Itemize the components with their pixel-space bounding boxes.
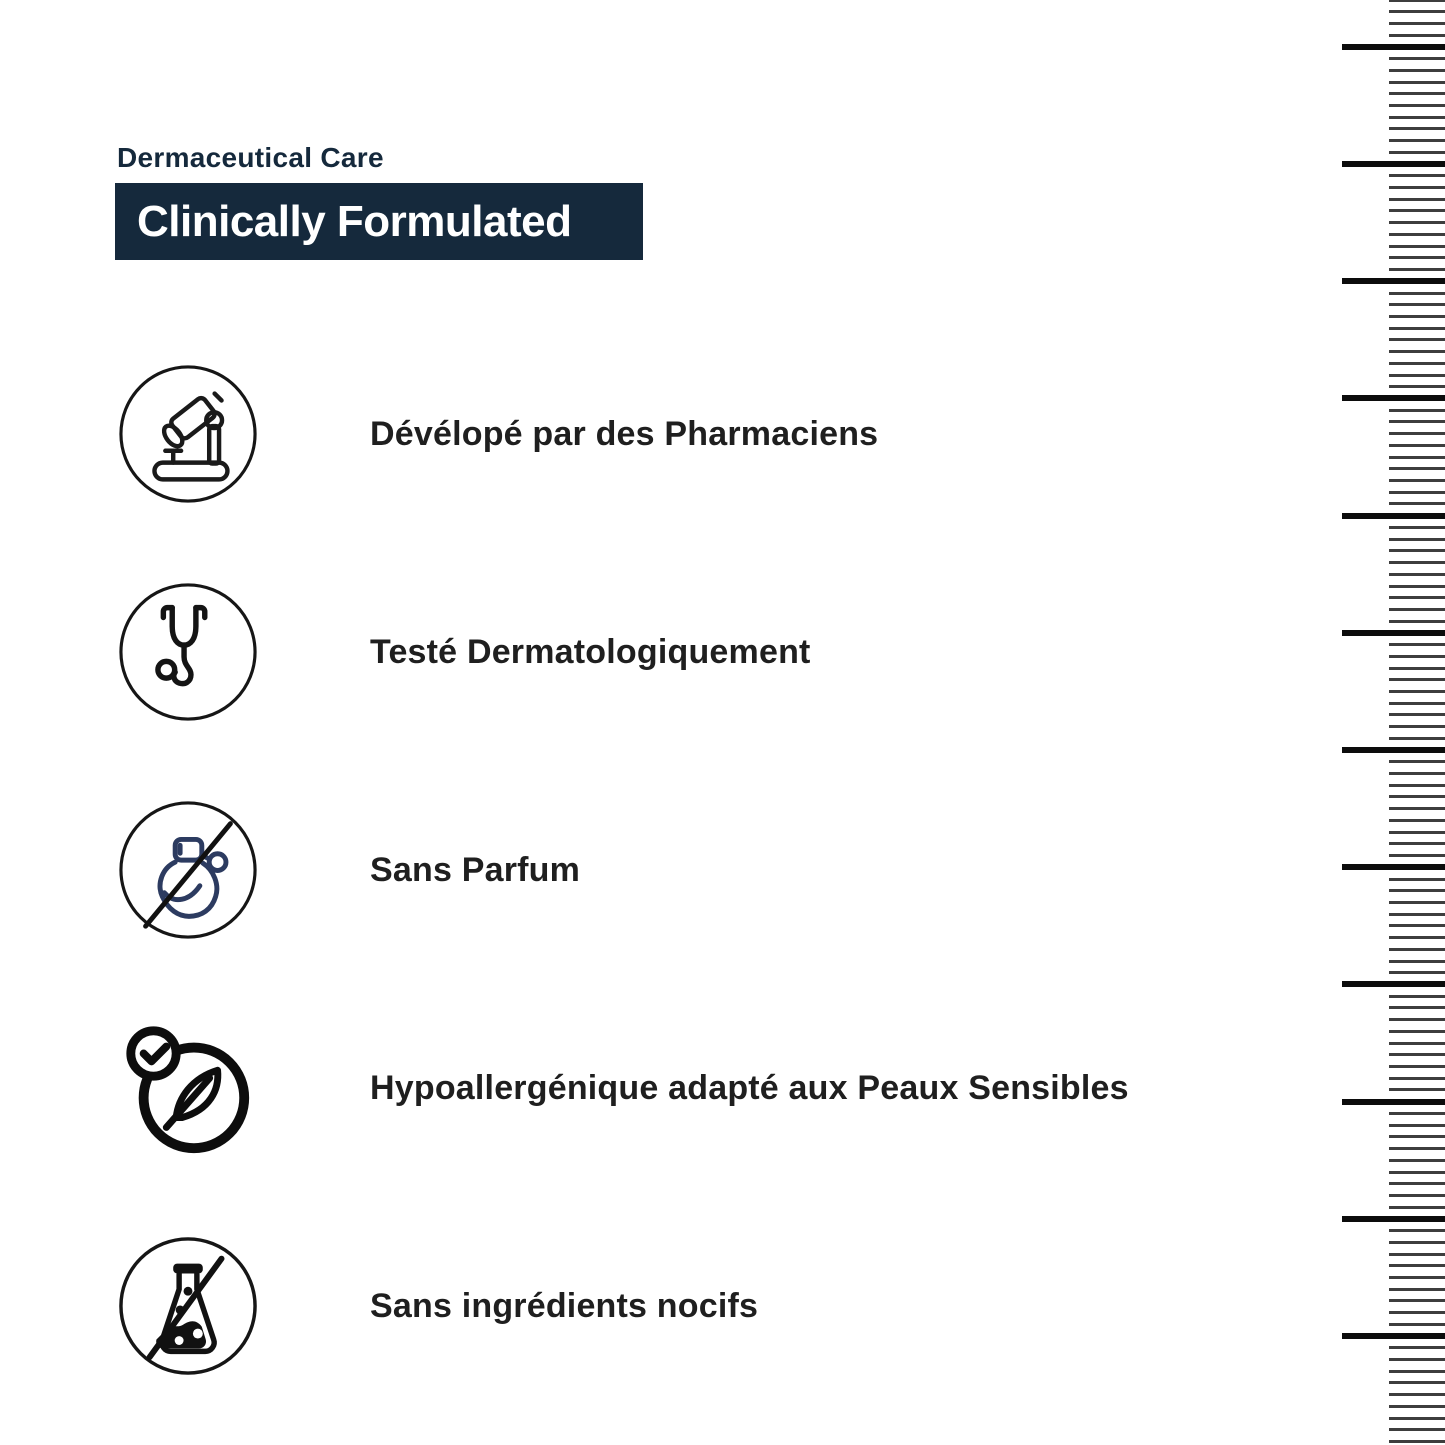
ruler-major-tick <box>1342 630 1445 636</box>
ruler-minor-tick <box>1389 502 1445 505</box>
ruler-minor-tick <box>1389 338 1445 341</box>
hypoallergenic-feather-icon <box>117 1017 259 1159</box>
ruler-minor-tick <box>1389 1405 1445 1408</box>
ruler-minor-tick <box>1389 795 1445 798</box>
ruler-minor-tick <box>1389 772 1445 775</box>
ruler-minor-tick <box>1389 1006 1445 1009</box>
ruler-minor-tick <box>1389 1264 1445 1267</box>
ruler-minor-tick <box>1389 713 1445 716</box>
ruler-minor-tick <box>1389 57 1445 60</box>
ruler-minor-tick <box>1389 667 1445 670</box>
ruler-major-tick <box>1342 44 1445 50</box>
ruler-minor-tick <box>1389 561 1445 564</box>
ruler-minor-tick <box>1389 1065 1445 1068</box>
ruler-minor-tick <box>1389 456 1445 459</box>
ruler-minor-tick <box>1389 327 1445 330</box>
ruler-minor-tick <box>1389 479 1445 482</box>
ruler-minor-tick <box>1389 1112 1445 1115</box>
ruler-minor-tick <box>1389 948 1445 951</box>
ruler-minor-tick <box>1389 303 1445 306</box>
ruler-minor-tick <box>1389 1381 1445 1384</box>
ruler-minor-tick <box>1389 69 1445 72</box>
ruler-minor-tick <box>1389 362 1445 365</box>
ruler-minor-tick <box>1389 1299 1445 1302</box>
feature-row-dermatologically-tested <box>117 581 1129 723</box>
ruler-minor-tick <box>1389 596 1445 599</box>
ruler-minor-tick <box>1389 725 1445 728</box>
ruler-minor-tick <box>1389 432 1445 435</box>
ruler-minor-tick <box>1389 1393 1445 1396</box>
ruler-major-tick <box>1342 278 1445 284</box>
ruler-minor-tick <box>1389 913 1445 916</box>
ruler-minor-tick <box>1389 1042 1445 1045</box>
ruler-minor-tick <box>1389 1171 1445 1174</box>
feature-row-fragrance-free <box>117 799 1129 941</box>
ruler-major-tick <box>1342 513 1445 519</box>
ruler-minor-tick <box>1389 1030 1445 1033</box>
ruler-minor-tick <box>1389 690 1445 693</box>
ruler-minor-tick <box>1389 1323 1445 1326</box>
ruler-minor-tick <box>1389 420 1445 423</box>
ruler-minor-tick <box>1389 573 1445 576</box>
ruler-minor-tick <box>1389 1206 1445 1209</box>
ruler-minor-tick <box>1389 467 1445 470</box>
ruler-minor-tick <box>1389 819 1445 822</box>
ruler-minor-tick <box>1389 268 1445 271</box>
ruler-minor-tick <box>1389 1229 1445 1232</box>
no-harmful-ingredients-icon <box>117 1235 259 1377</box>
ruler-minor-tick <box>1389 22 1445 25</box>
ruler-minor-tick <box>1389 737 1445 740</box>
ruler-minor-tick <box>1389 186 1445 189</box>
ruler-minor-tick <box>1389 1288 1445 1291</box>
ruler-minor-tick <box>1389 104 1445 107</box>
ruler-minor-tick <box>1389 491 1445 494</box>
ruler-minor-tick <box>1389 350 1445 353</box>
ruler-minor-tick <box>1389 842 1445 845</box>
ruler-minor-tick <box>1389 1147 1445 1150</box>
ruler-minor-tick <box>1389 1311 1445 1314</box>
ruler-major-tick <box>1342 1099 1445 1105</box>
ruler-minor-tick <box>1389 608 1445 611</box>
ruler-minor-tick <box>1389 924 1445 927</box>
feature-label: Sans ingrédients nocifs <box>370 1286 759 1325</box>
feature-label: Dévélopé par des Pharmaciens <box>370 414 879 453</box>
ruler <box>1335 0 1445 1445</box>
feature-row-hypoallergenic <box>117 1017 1129 1159</box>
ruler-minor-tick <box>1389 1417 1445 1420</box>
ruler-minor-tick <box>1389 995 1445 998</box>
ruler-minor-tick <box>1389 1370 1445 1373</box>
ruler-minor-tick <box>1389 831 1445 834</box>
ruler-minor-tick <box>1389 901 1445 904</box>
ruler-minor-tick <box>1389 198 1445 201</box>
ruler-minor-tick <box>1389 1241 1445 1244</box>
ruler-major-tick <box>1342 864 1445 870</box>
ruler-minor-tick <box>1389 878 1445 881</box>
ruler-minor-tick <box>1389 936 1445 939</box>
ruler-minor-tick <box>1389 1088 1445 1091</box>
ruler-minor-tick <box>1389 960 1445 963</box>
ruler-minor-tick <box>1389 620 1445 623</box>
ruler-minor-tick <box>1389 1358 1445 1361</box>
ruler-minor-tick <box>1389 10 1445 13</box>
ruler-minor-tick <box>1389 256 1445 259</box>
ruler-minor-tick <box>1389 292 1445 295</box>
ruler-minor-tick <box>1389 409 1445 412</box>
ruler-minor-tick <box>1389 1077 1445 1080</box>
ruler-minor-tick <box>1389 245 1445 248</box>
ruler-minor-tick <box>1389 1053 1445 1056</box>
microscope-icon <box>117 363 259 505</box>
ruler-minor-tick <box>1389 538 1445 541</box>
ruler-major-tick <box>1342 1216 1445 1222</box>
ruler-minor-tick <box>1389 1124 1445 1127</box>
ruler-minor-tick <box>1389 854 1445 857</box>
ruler-minor-tick <box>1389 0 1445 2</box>
ruler-minor-tick <box>1389 444 1445 447</box>
stethoscope-icon <box>117 581 259 723</box>
feature-label: Hypoallergénique adapté aux Peaux Sensibles <box>370 1068 1129 1107</box>
ruler-major-tick <box>1342 981 1445 987</box>
brand-eyebrow: Dermaceutical Care <box>117 142 384 173</box>
page-title: Clinically Formulated <box>137 196 572 246</box>
title-banner <box>115 183 643 260</box>
ruler-minor-tick <box>1389 655 1445 658</box>
ruler-minor-tick <box>1389 81 1445 84</box>
ruler-minor-tick <box>1389 678 1445 681</box>
ruler-minor-tick <box>1389 151 1445 154</box>
feature-label: Testé Dermatologiquement <box>370 632 811 671</box>
ruler-major-tick <box>1342 1333 1445 1339</box>
ruler-minor-tick <box>1389 549 1445 552</box>
ruler-minor-tick <box>1389 116 1445 119</box>
ruler-minor-tick <box>1389 139 1445 142</box>
ruler-minor-tick <box>1389 784 1445 787</box>
ruler-minor-tick <box>1389 889 1445 892</box>
ruler-minor-tick <box>1389 807 1445 810</box>
no-perfume-icon <box>117 799 259 941</box>
ruler-minor-tick <box>1389 34 1445 37</box>
ruler-minor-tick <box>1389 209 1445 212</box>
ruler-major-tick <box>1342 395 1445 401</box>
ruler-minor-tick <box>1389 127 1445 130</box>
ruler-minor-tick <box>1389 221 1445 224</box>
ruler-major-tick <box>1342 161 1445 167</box>
ruler-major-tick <box>1342 747 1445 753</box>
ruler-minor-tick <box>1389 971 1445 974</box>
ruler-minor-tick <box>1389 385 1445 388</box>
ruler-minor-tick <box>1389 1159 1445 1162</box>
ruler-minor-tick <box>1389 374 1445 377</box>
ruler-minor-tick <box>1389 1182 1445 1185</box>
ruler-minor-tick <box>1389 1346 1445 1349</box>
ruler-minor-tick <box>1389 1135 1445 1138</box>
ruler-minor-tick <box>1389 92 1445 95</box>
ruler-minor-tick <box>1389 1276 1445 1279</box>
ruler-minor-tick <box>1389 526 1445 529</box>
ruler-minor-tick <box>1389 1018 1445 1021</box>
ruler-minor-tick <box>1389 760 1445 763</box>
ruler-minor-tick <box>1389 174 1445 177</box>
ruler-minor-tick <box>1389 702 1445 705</box>
feature-row-pharmacists <box>117 363 1129 505</box>
feature-row-no-harmful-ingredients <box>117 1235 1129 1377</box>
ruler-minor-tick <box>1389 315 1445 318</box>
ruler-minor-tick <box>1389 585 1445 588</box>
feature-list <box>117 363 1129 1377</box>
ruler-minor-tick <box>1389 643 1445 646</box>
ruler-minor-tick <box>1389 1253 1445 1256</box>
ruler-minor-tick <box>1389 1194 1445 1197</box>
ruler-minor-tick <box>1389 1440 1445 1443</box>
feature-label: Sans Parfum <box>370 850 581 889</box>
ruler-minor-tick <box>1389 1428 1445 1431</box>
ruler-minor-tick <box>1389 233 1445 236</box>
